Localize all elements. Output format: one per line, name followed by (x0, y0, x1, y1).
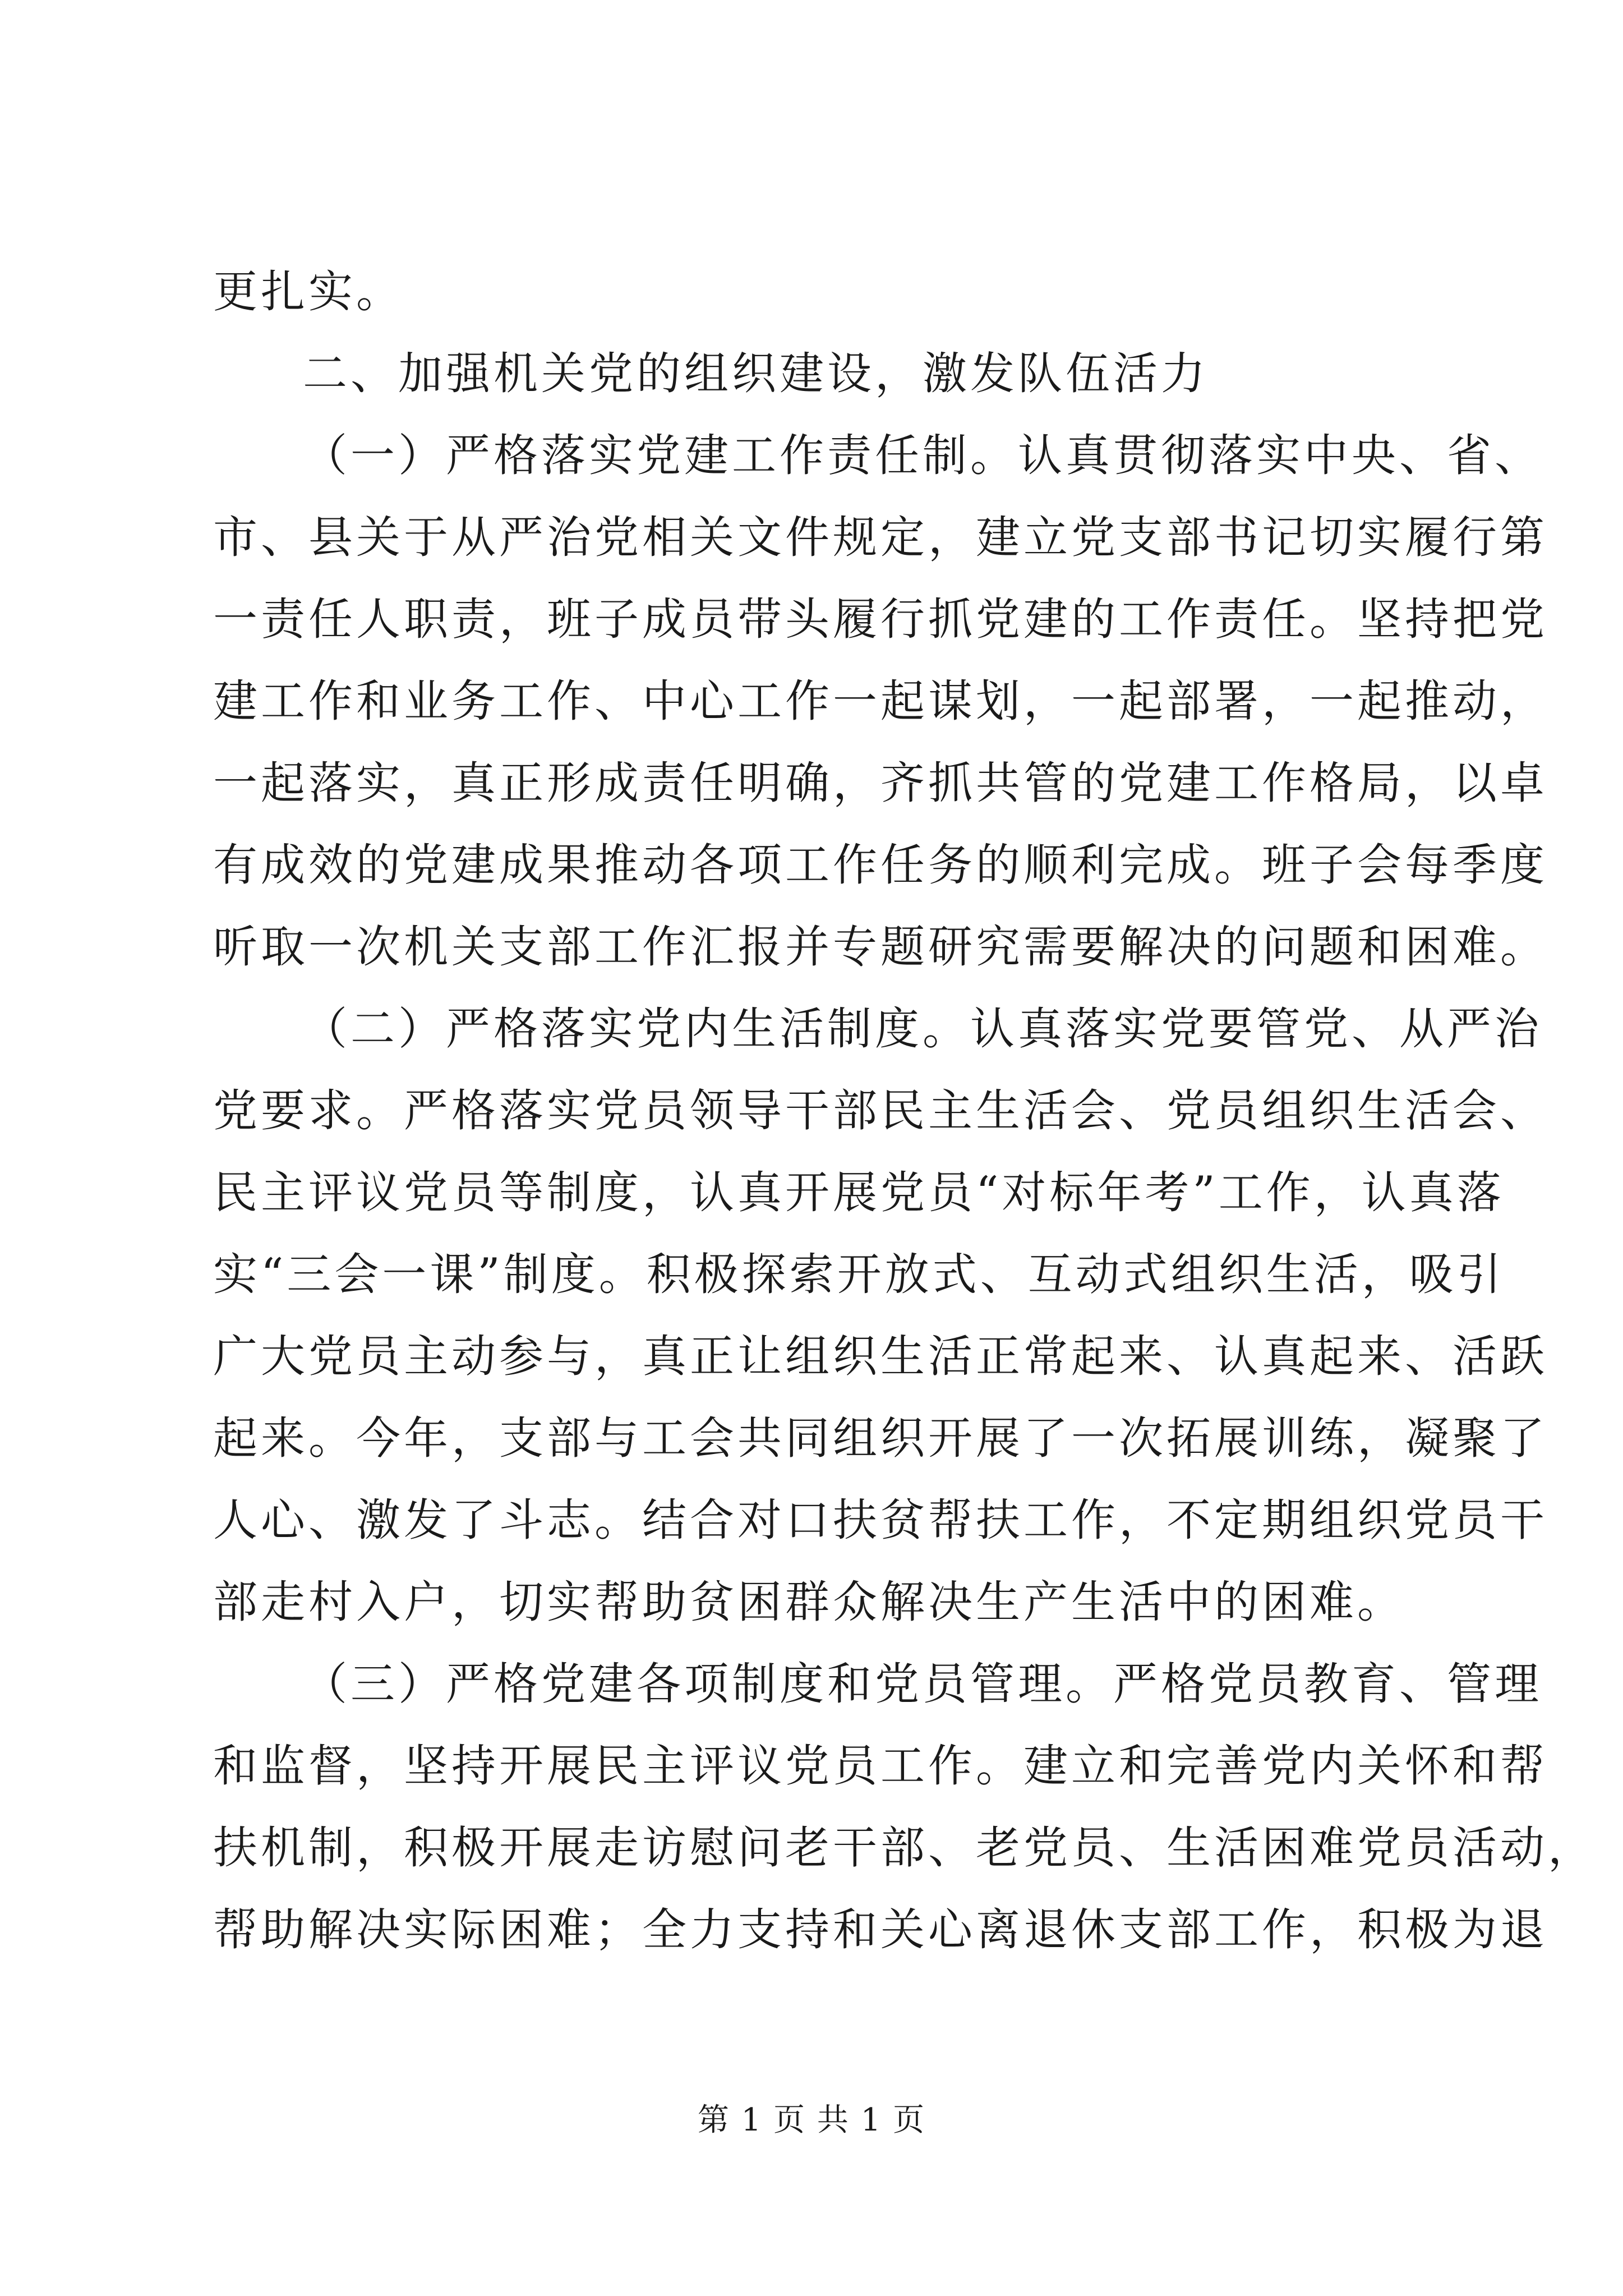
paragraph-line: 广大党员主动参与，真正让组织生活正常起来、认真起来、活跃 (213, 1331, 1548, 1382)
paragraph-line: 扶机制，积极开展走访慰问老干部、老党员、生活困难党员活动， (213, 1822, 1596, 1874)
paragraph-line: 市、县关于从严治党相关文件规定，建立党支部书记切实履行第 (213, 512, 1548, 563)
paragraph-line: （二）严格落实党内生活制度。认真落实党要管党、从严治 (303, 1003, 1542, 1055)
paragraph-line: （三）严格党建各项制度和党员管理。严格党员教育、管理 (303, 1658, 1542, 1710)
paragraph-line: 一责任人职责，班子成员带头履行抓党建的工作责任。坚持把党 (213, 593, 1548, 645)
paragraph-line: 党要求。严格落实党员领导干部民主生活会、党员组织生活会、 (213, 1085, 1548, 1137)
paragraph-line: 更扎实。 (213, 266, 404, 318)
paragraph-line: （一）严格落实党建工作责任制。认真贯彻落实中央、省、 (303, 430, 1542, 481)
paragraph-line: 部走村入户，切实帮助贫困群众解决生产生活中的困难。 (213, 1576, 1405, 1628)
paragraph-line: 建工作和业务工作、中心工作一起谋划，一起部署，一起推动， (213, 675, 1548, 727)
document-body (213, 264, 1596, 1984)
paragraph-line: 帮助解决实际困难；全力支持和关心离退休支部工作，积极为退 (213, 1904, 1548, 1955)
paragraph-line: 人心、激发了斗志。结合对口扶贫帮扶工作，不定期组织党员干 (213, 1494, 1548, 1546)
section-heading: 二、加强机关党的组织建设，激发队伍活力 (303, 348, 1209, 399)
paragraph-line: 民主评议党员等制度，认真开展党员“对标年考”工作，认真落 (213, 1167, 1505, 1218)
paragraph-line: 有成效的党建成果推动各项工作任务的顺利完成。班子会每季度 (213, 839, 1548, 891)
paragraph-line: 一起落实，真正形成责任明确，齐抓共管的党建工作格局，以卓 (213, 757, 1548, 809)
page-footer: 第 1 页 共 1 页 (697, 2102, 926, 2138)
paragraph-line: 实“三会一课”制度。积极探索开放式、互动式组织生活，吸引 (213, 1249, 1505, 1300)
paragraph-line: 听取一次机关支部工作汇报并专题研究需要解决的问题和困难。 (213, 921, 1548, 973)
paragraph-line: 和监督，坚持开展民主评议党员工作。建立和完善党内关怀和帮 (213, 1740, 1548, 1792)
paragraph-line: 起来。今年，支部与工会共同组织开展了一次拓展训练，凝聚了 (213, 1412, 1548, 1464)
